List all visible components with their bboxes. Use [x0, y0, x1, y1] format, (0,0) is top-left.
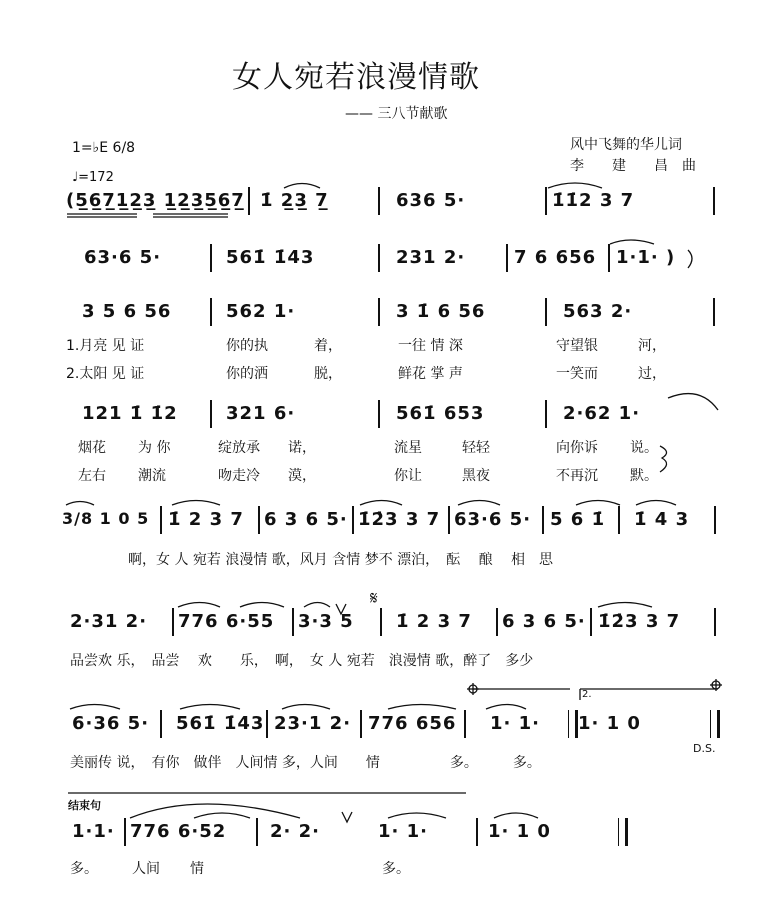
measure: 1̇ 2 3 7: [396, 611, 472, 632]
measure: 776 656: [368, 713, 457, 734]
measure: 1̇2̇3 3 7: [598, 611, 681, 632]
measure: (5̲6̲7̲1̲2̲3̲ 1̲2̲3̲5̲6̲7̲: [66, 190, 245, 211]
measure: 63·6 5·: [84, 247, 162, 268]
measure: 1· 1·: [378, 821, 428, 842]
measure: 562 1·: [226, 301, 296, 322]
dal-segno-mark: D.S.: [693, 742, 716, 755]
measure: 776 6·52: [130, 821, 227, 842]
measure: 1̇2̇3 3 7: [358, 509, 441, 530]
lyrics-row7: 美丽传 说， 有你 做伴 人间情 多，人间 情 多。 多。: [70, 755, 541, 771]
subtitle: —— 三八节献歌: [345, 106, 448, 122]
measure: 1̇1̇2 3 7: [552, 190, 635, 211]
measure: 2· 2·: [270, 821, 320, 842]
measure: 1·1· ): [616, 247, 676, 268]
measure: 2·62 1·: [563, 403, 641, 424]
composer-credit: 李 建 昌 曲: [570, 158, 696, 174]
ending-label: 结束句: [68, 799, 101, 812]
measure: 5 6 1̇: [550, 509, 606, 530]
lyrics-row5: 啊，女 人 宛若 浪漫情 歌，风月 含情 梦不 漂泊， 酝 酿 相 思: [128, 552, 554, 568]
key-signature: 1=♭E 6/8: [72, 140, 136, 156]
measure: 1· 1 0: [578, 713, 641, 734]
volta-label: 2.: [582, 689, 592, 700]
page-title: 女人宛若浪漫情歌: [232, 60, 480, 95]
measure: 3/8 1 0 5: [62, 509, 150, 528]
measure: 561̇ 1̇43: [176, 713, 265, 734]
measure: 121 1̇ 1̇2: [82, 403, 178, 424]
measure: 1·1·: [72, 821, 115, 842]
measure: 1̇ 2̲3̲ 7̲: [260, 190, 329, 211]
measure: 561̇ 1̇43: [226, 247, 315, 268]
measure: 563 2·: [563, 301, 633, 322]
measure: 1· 1·: [490, 713, 540, 734]
measure: 2·31 2·: [70, 611, 148, 632]
measure: 1· 1 0: [488, 821, 551, 842]
measure: 636 5·: [396, 190, 466, 211]
measure: 561̇ 653: [396, 403, 485, 424]
measure: 776 6·55: [178, 611, 275, 632]
lyricist-credit: 风中飞舞的华儿词: [570, 137, 682, 153]
measure: 321 6·: [226, 403, 296, 424]
measure: 23·1 2·: [274, 713, 352, 734]
measure: 6 3 6 5·: [502, 611, 586, 632]
lyrics-row6: 品尝欢 乐， 品尝 欢 乐， 啊， 女 人 宛若 浪漫情 歌，醉了 多少: [70, 653, 534, 669]
measure: 1̇ 4 3: [634, 509, 690, 530]
measure: 7 6 656: [514, 247, 597, 268]
measure: 3·3 5: [298, 611, 354, 632]
tempo-marking: ♩=172: [72, 170, 114, 185]
measure: 1̇ 2 3 7: [168, 509, 244, 530]
measure: 6·36 5·: [72, 713, 150, 734]
measure: 3 1̇ 6 56: [396, 301, 486, 322]
measure: 6 3 6 5·: [264, 509, 348, 530]
segno-icon: 𝄋: [370, 588, 378, 609]
measure: 63·6 5·: [454, 509, 532, 530]
measure: 3 5 6 56: [82, 301, 172, 322]
measure: 231 2·: [396, 247, 466, 268]
